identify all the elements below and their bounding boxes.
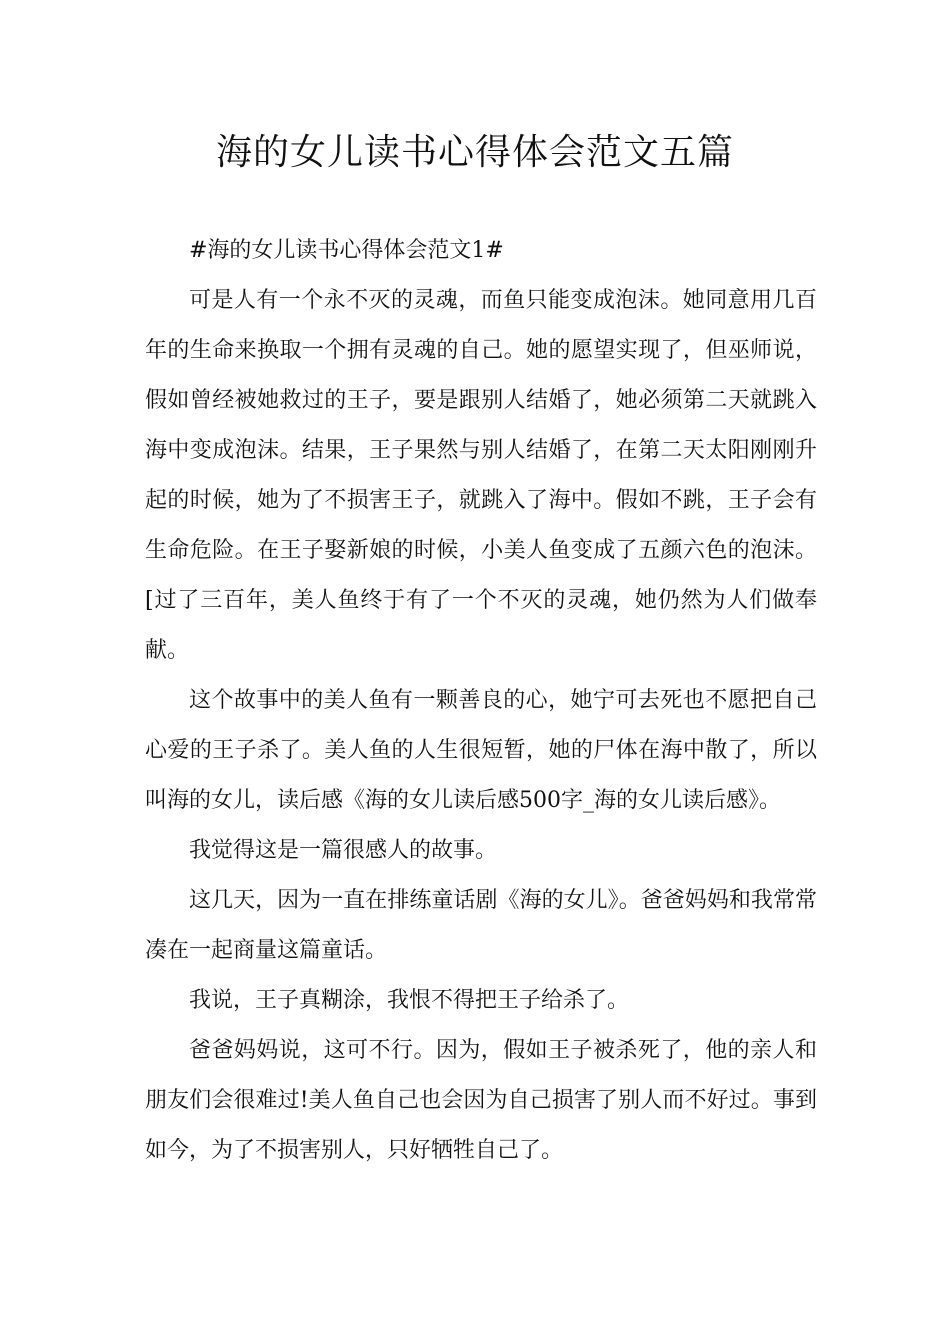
section-heading: #海的女儿读书心得体会范文1# (189, 238, 504, 263)
paragraph: 我说，王子真糊涂，我恨不得把王子给杀了。 (189, 988, 630, 1013)
paragraph: 可是人有一个永不灭的灵魂，而鱼只能变成泡沫。她同意用几百年的生命来换取一个拥有灵魂的自己。她的愿望实现了，但巫师说，假如曾经被她救过的王子，要是跟别人结婚了，她必须第二天就跳入海中变成泡沫。结果，王子果然与别人结婚了，在第二天太阳刚刚升起的时候，她为了不损害王子，就跳入了海中。假如不跳，王子会有生命危险。在王子娶新娘的时候，小美人鱼变成了五颜六色的泡沫。[过了三百年，美人鱼终于有了一个不灭的灵魂，她仍然为人们做奉献。 (145, 288, 817, 663)
paragraph: 这个故事中的美人鱼有一颗善良的心，她宁可去死也不愿把自己心爱的王子杀了。美人鱼的人生很短暂，她的尸体在海中散了，所以叫海的女儿，读后感《海的女儿读后感500字_海的女儿读后感》。 (145, 688, 817, 813)
paragraph: 我觉得这是一篇很感人的故事。 (189, 838, 498, 863)
paragraph: 这几天，因为一直在排练童话剧《海的女儿》。爸爸妈妈和我常常凑在一起商量这篇童话。 (145, 888, 817, 963)
document-body (145, 226, 817, 1176)
document-title: 海的女儿读书心得体会范文五篇 (215, 132, 734, 173)
paragraph: 爸爸妈妈说，这可不行。因为，假如王子被杀死了，他的亲人和朋友们会很难过!美人鱼自己也会因为自己损害了别人而不好过。事到如今，为了不损害别人，只好牺牲自己了。 (145, 1038, 817, 1163)
